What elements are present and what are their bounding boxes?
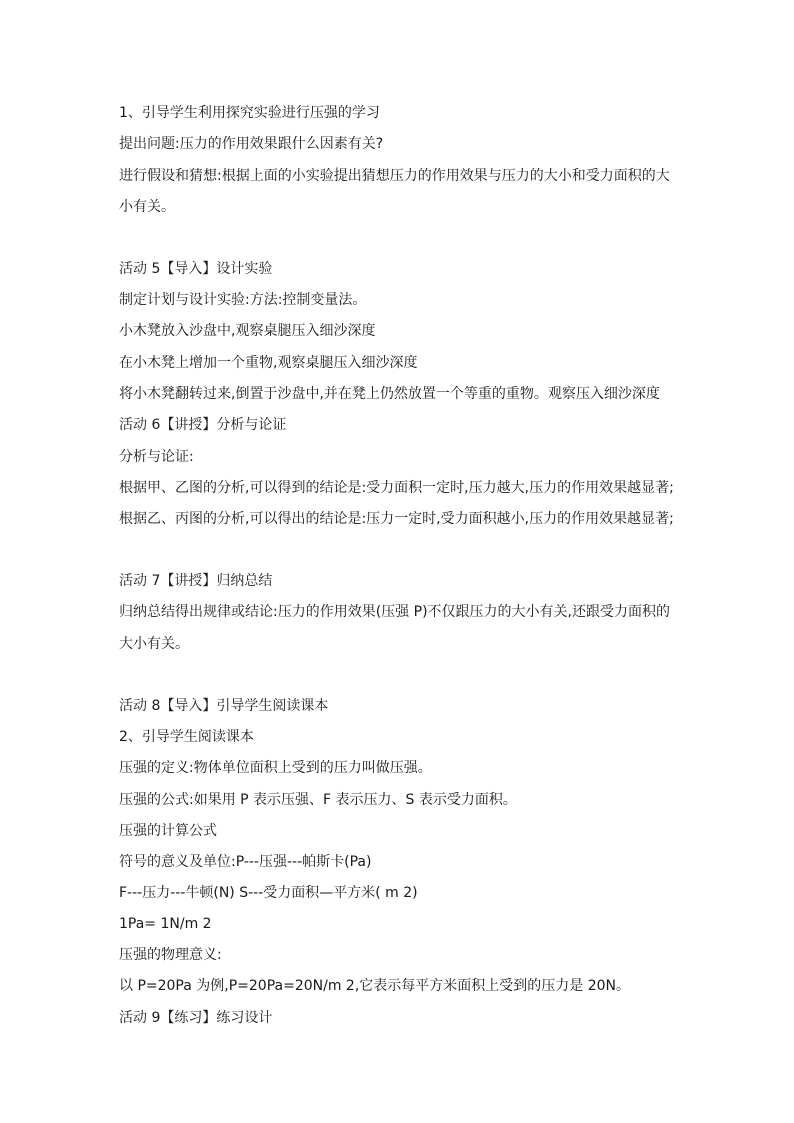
text-line: 压强的物理意义: (119, 947, 222, 963)
formula-line: 1Pa= 1N/m 2 (119, 916, 212, 932)
text-line: 在小木凳上增加一个重物,观察桌腿压入细沙深度 (119, 355, 418, 371)
section-heading: 1、引导学生利用探究实验进行压强的学习 (119, 105, 380, 121)
text-line: 分析与论证: (119, 449, 194, 465)
text-line: 压强的公式:如果用 P 表示压强、F 表示压力、S 表示受力面积。 (119, 792, 517, 808)
text-line: 将小木凳翻转过来,倒置于沙盘中,并在凳上仍然放置一个等重的重物。观察压入细沙深度 (119, 386, 660, 402)
activity-heading: 活动 6【讲授】分析与论证 (119, 417, 287, 433)
text-line: F---压力---牛顿(N) S---受力面积—平方米( m 2) (119, 885, 418, 901)
activity-heading: 活动 7【讲授】归纳总结 (119, 573, 273, 589)
text-line: 压强的计算公式 (119, 823, 217, 839)
activity-heading: 活动 5【导入】设计实验 (119, 261, 273, 277)
activity-heading: 活动 8【导入】引导学生阅读课本 (119, 698, 329, 714)
text-line: 制定计划与设计实验:方法:控制变量法。 (119, 292, 367, 308)
text-line: 大小有关。 (119, 636, 189, 652)
text-line: 符号的意义及单位:P---压强---帕斯卡(Pa) (119, 854, 372, 870)
text-line: 小有关。 (119, 199, 175, 215)
text-line: 根据乙、丙图的分析,可以得出的结论是:压力一定时,受力面积越小,压力的作用效果越显著; (119, 511, 674, 527)
section-heading: 2、引导学生阅读课本 (119, 729, 254, 745)
text-line: 根据甲、乙图的分析,可以得到的结论是:受力面积一定时,压力越大,压力的作用效果越显著; (119, 480, 674, 496)
text-line: 提出问题:压力的作用效果跟什么因素有关? (119, 136, 384, 152)
text-line: 以 P=20Pa 为例,P=20Pa=20N/m 2,它表示每平方米面积上受到的压力是 20N。 (119, 978, 631, 994)
text-line: 小木凳放入沙盘中,观察桌腿压入细沙深度 (119, 323, 376, 339)
text-line: 压强的定义:物体单位面积上受到的压力叫做压强。 (119, 760, 432, 776)
text-line: 进行假设和猜想:根据上面的小实验提出猜想压力的作用效果与压力的大小和受力面积的大 (119, 168, 670, 184)
text-line: 归纳总结得出规律或结论:压力的作用效果(压强 P)不仅跟压力的大小有关,还跟受力面积的 (119, 604, 670, 620)
activity-heading: 活动 9【练习】练习设计 (119, 1010, 273, 1026)
